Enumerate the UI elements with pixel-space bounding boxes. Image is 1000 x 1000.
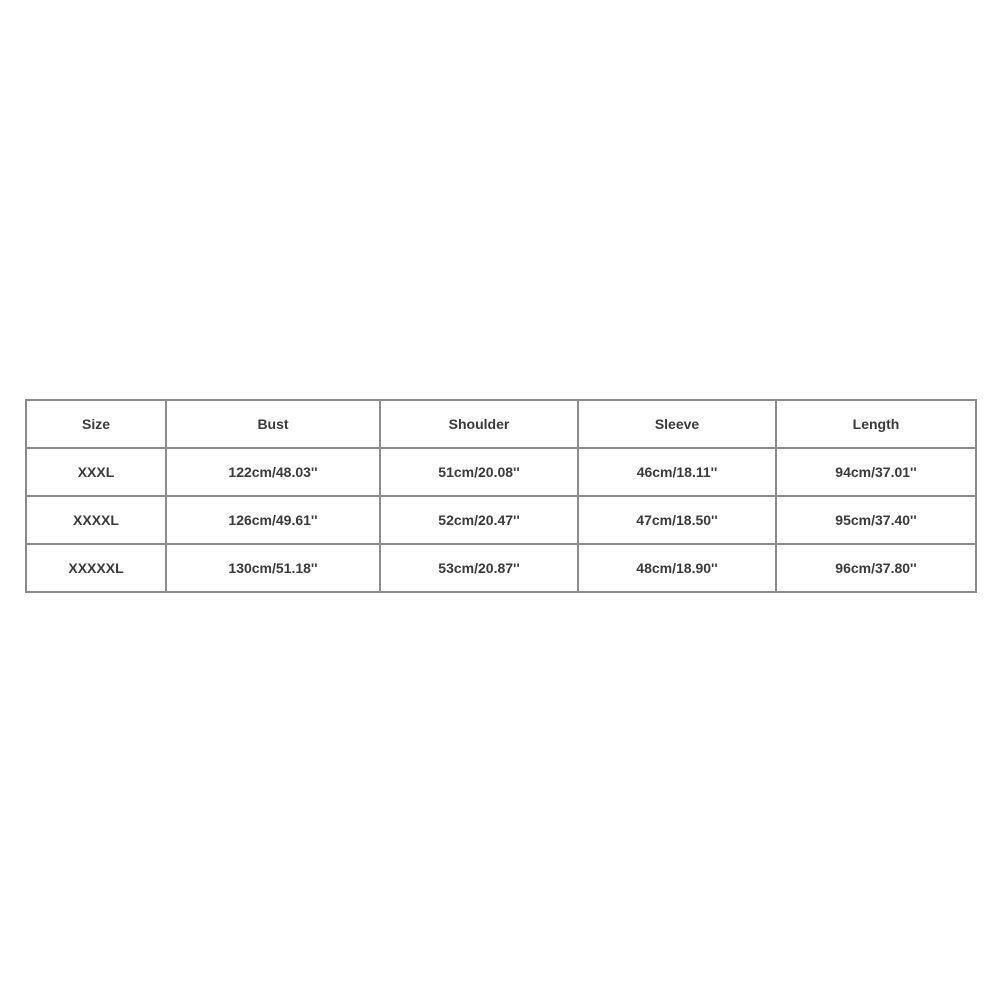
header-shoulder: Shoulder	[380, 400, 578, 448]
header-bust: Bust	[166, 400, 380, 448]
header-length: Length	[776, 400, 976, 448]
cell-sleeve: 46cm/18.11''	[578, 448, 776, 496]
header-row	[26, 400, 976, 448]
cell-length: 94cm/37.01''	[776, 448, 976, 496]
size-chart-table	[25, 399, 977, 593]
table-row	[26, 544, 976, 592]
cell-length: 95cm/37.40''	[776, 496, 976, 544]
cell-sleeve: 48cm/18.90''	[578, 544, 776, 592]
cell-shoulder: 51cm/20.08''	[380, 448, 578, 496]
cell-shoulder: 52cm/20.47''	[380, 496, 578, 544]
cell-bust: 126cm/49.61''	[166, 496, 380, 544]
cell-size: XXXL	[26, 448, 166, 496]
cell-length: 96cm/37.80''	[776, 544, 976, 592]
cell-size: XXXXXL	[26, 544, 166, 592]
cell-bust: 130cm/51.18''	[166, 544, 380, 592]
cell-sleeve: 47cm/18.50''	[578, 496, 776, 544]
table-row	[26, 496, 976, 544]
table-row	[26, 448, 976, 496]
cell-shoulder: 53cm/20.87''	[380, 544, 578, 592]
cell-bust: 122cm/48.03''	[166, 448, 380, 496]
header-sleeve: Sleeve	[578, 400, 776, 448]
header-size: Size	[26, 400, 166, 448]
cell-size: XXXXL	[26, 496, 166, 544]
